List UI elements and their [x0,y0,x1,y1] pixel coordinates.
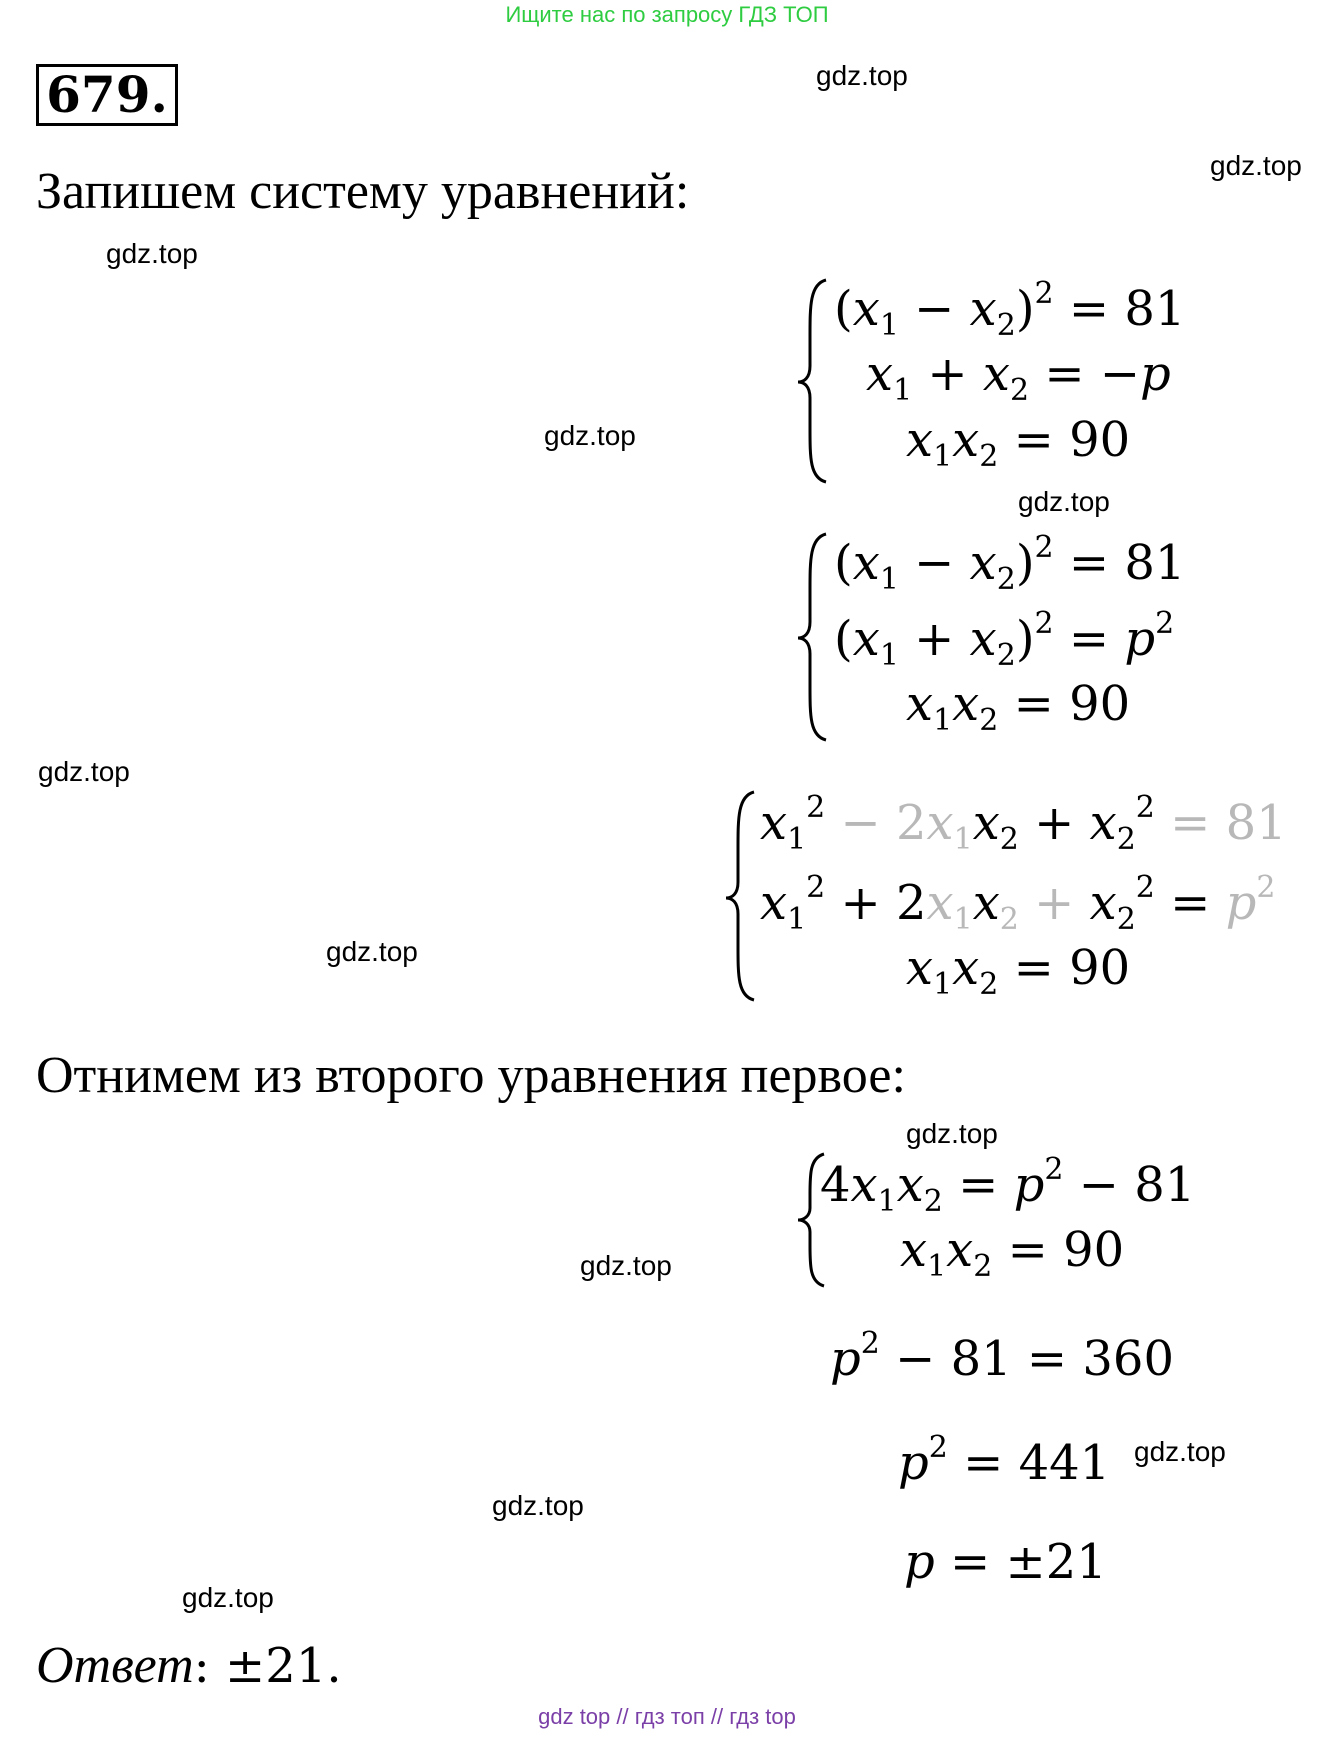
equation-row: p = ±21 [904,1534,1107,1590]
equation-row: $x_1x_2 = 90$ [906,940,1131,1002]
watermark: gdz.top [38,756,130,787]
watermark: gdz.top [1134,1436,1226,1467]
system-brace [796,530,832,744]
heading-subtract: Отнимем из второго уравнения первое: [36,1047,906,1104]
watermark: gdz.top [906,1118,998,1149]
footer-links[interactable]: gdz top // гдз топ // гдз top [538,1704,796,1729]
answer-label: Ответ [36,1637,194,1694]
equation-row: $x_1x_2 = 90$ [906,412,1131,474]
watermark: gdz.top [580,1250,672,1281]
answer-value: ±21. [209,1638,342,1694]
equation-row: $p^2 = 441$ [898,1430,1111,1491]
watermark: gdz.top [492,1490,584,1521]
watermark: gdz.top [1210,150,1302,181]
equation-row: $x_1 + x_2 = -p$ [866,346,1171,408]
answer-line: Ответ: ±21. [36,1637,342,1694]
watermark: gdz.top [816,60,908,91]
equation-row: $(x_1 - x_2)^2 = 81$ [834,276,1186,343]
system-brace [724,788,760,1004]
task-number: 679. [36,64,178,126]
equation-row: $x_1x_2 = 90$ [906,676,1131,738]
equation-row: $p^2 - 81 = 360$ [830,1326,1174,1387]
equation-row: $4x_1x_2 = p^2 - 81$ [820,1152,1196,1219]
watermark: gdz.top [1018,486,1110,517]
watermark: gdz.top [106,238,198,269]
equation-row: $(x_1 - x_2)^2 = 81$ [834,530,1186,597]
watermark: gdz.top [326,936,418,967]
equation-row: $x_1^2 + 2x_1x_2 + x_2^2 = p^2$ [760,870,1276,937]
equation-row: $x_1x_2 = 90$ [900,1222,1125,1284]
watermark: gdz.top [182,1582,274,1613]
watermark: gdz.top [544,420,636,451]
top-banner[interactable]: Ищите нас по запросу ГДЗ ТОП [505,2,829,27]
system-brace [796,276,832,486]
heading-write-system: Запишем систему уравнений: [36,163,690,220]
equation-row: $(x_1 + x_2)^2 = p^2$ [834,606,1175,673]
equation-row: $x_1^2 - 2x_1x_2 + x_2^2 = 81$ [760,790,1287,857]
